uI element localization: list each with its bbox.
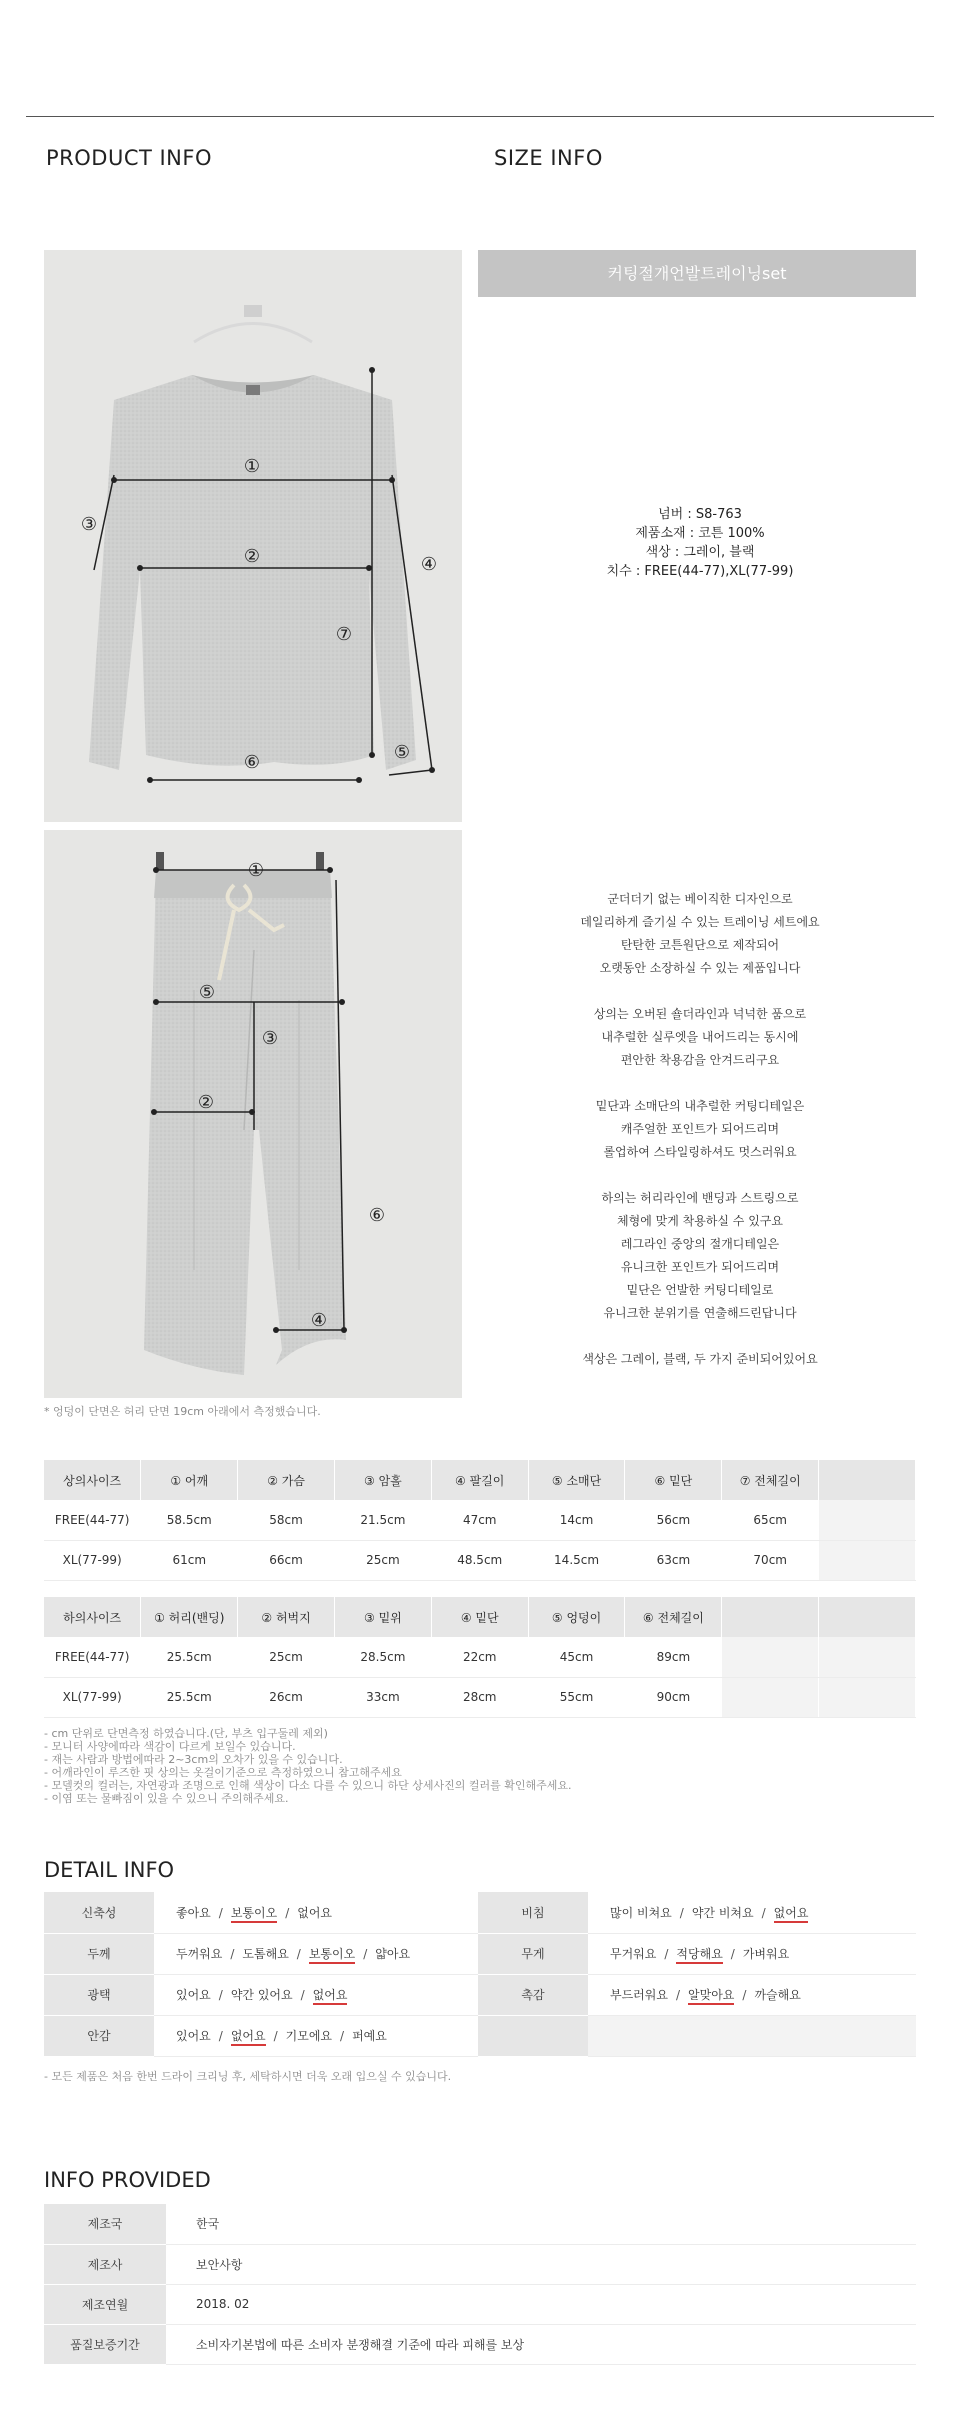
table-header: ① 허리(밴딩)	[141, 1597, 238, 1637]
table-cell: 25.5cm	[141, 1677, 238, 1717]
desc-line: 캐주얼한 포인트가 되어드리며	[620, 1122, 780, 1136]
size-title-bar: 커팅절개언발트레이닝set	[478, 250, 916, 297]
pants-label-6: ⑥	[368, 1205, 386, 1226]
product-info-title: PRODUCT INFO	[46, 146, 213, 170]
provided-key: 제조국	[44, 2204, 166, 2244]
top-label-3: ③	[80, 514, 98, 535]
measure-note: * 엉덩이 단면은 허리 단면 19cm 아래에서 측정했습니다.	[44, 1405, 321, 1418]
table-cell: 55cm	[528, 1677, 625, 1717]
detail-option: 두꺼워요	[176, 1947, 223, 1961]
separator: /	[218, 2029, 223, 2043]
desc-line: 밑단과 소매단의 내추럴한 커팅디테일은	[595, 1099, 805, 1113]
top-label-5: ⑤	[393, 742, 411, 763]
table-row	[44, 1637, 916, 1677]
top-label-4: ④	[420, 554, 438, 575]
desc-paragraph-1	[520, 888, 880, 980]
detail-options	[588, 1974, 916, 2015]
table-cell: 90cm	[625, 1677, 722, 1717]
table-header: ② 허벅지	[238, 1597, 335, 1637]
separator: /	[296, 1947, 301, 1961]
detail-option: 부드러워요	[610, 1988, 668, 2002]
detail-options	[154, 1974, 478, 2015]
provided-value: 한국	[166, 2204, 916, 2244]
top-label-6: ⑥	[243, 752, 261, 773]
provided-value: 소비자기본법에 따른 소비자 분쟁해결 기준에 따라 피해를 보상	[166, 2324, 916, 2364]
detail-option: 무거워요	[610, 1947, 657, 1961]
top-divider	[26, 116, 934, 117]
separator: /	[273, 2029, 278, 2043]
size-note: - 모델컷의 컬러는, 자연광과 조명으로 인해 색상이 다소 다를 수 있으니 하단 상세사진의 컬러를 확인해주세요.	[44, 1779, 572, 1792]
table-cell: XL(77-99)	[44, 1677, 141, 1717]
detail-option: 있어요	[176, 2029, 211, 2043]
detail-options	[154, 2015, 478, 2056]
table-cell	[819, 1677, 916, 1717]
pants-label-3: ③	[261, 1028, 279, 1049]
size-notes	[44, 1727, 571, 1805]
table-header: ④ 팔길이	[431, 1460, 528, 1500]
table-row	[44, 1677, 916, 1717]
size-note: - 이염 또는 물빠짐이 있을 수 있으니 주의해주세요.	[44, 1792, 289, 1805]
table-row	[44, 2284, 916, 2324]
detail-key: 광택	[44, 1974, 154, 2015]
table-row	[44, 2324, 916, 2364]
detail-key: 안감	[44, 2015, 154, 2056]
detail-option: 얇아요	[375, 1947, 411, 1961]
table-cell: XL(77-99)	[44, 1540, 141, 1580]
desc-line: 레그라인 중앙의 절개디테일은	[620, 1237, 780, 1251]
table-cell: 63cm	[625, 1540, 722, 1580]
size-info-title: SIZE INFO	[494, 146, 603, 170]
detail-option: 퍼예요	[352, 2029, 387, 2043]
desc-line: 롤업하여 스타일링하셔도 멋스러워요	[603, 1145, 797, 1159]
desc-line: 체형에 맞게 착용하실 수 있구요	[617, 1214, 783, 1228]
separator: /	[761, 1905, 766, 1920]
size-note: - cm 단위로 단면측정 하였습니다.(단, 부츠 입구둘레 제외)	[44, 1727, 328, 1740]
spec-size: 치수 : FREE(44-77),XL(77-99)	[606, 564, 794, 579]
table-header: ② 가슴	[238, 1460, 335, 1500]
table-cell	[819, 1500, 916, 1540]
table-cell: 47cm	[431, 1500, 528, 1540]
desc-line: 내추럴한 실루엣을 내어드리는 동시에	[601, 1030, 799, 1044]
detail-row	[44, 1933, 916, 1974]
table-cell: 28cm	[431, 1677, 528, 1717]
table-cell	[819, 1540, 916, 1580]
provided-key: 제조사	[44, 2244, 166, 2284]
table-cell	[819, 1637, 916, 1677]
detail-option: 좋아요	[176, 1905, 211, 1920]
size-note: - 재는 사람과 방법에따라 2~3cm의 오차가 있을 수 있습니다.	[44, 1753, 343, 1766]
table-header	[819, 1597, 916, 1637]
spec-number: 넘버 : S8-763	[658, 507, 742, 522]
table-cell	[722, 1677, 819, 1717]
detail-option: 도톰해요	[242, 1947, 289, 1961]
detail-info-title: DETAIL INFO	[44, 1858, 175, 1882]
table-cell: 14.5cm	[528, 1540, 625, 1580]
detail-row	[44, 1974, 916, 2015]
separator: /	[679, 1905, 684, 1920]
spec-material: 제품소재 : 코튼 100%	[635, 526, 765, 541]
detail-option: 약간 비쳐요	[691, 1905, 754, 1920]
detail-option: 가벼워요	[742, 1947, 790, 1961]
detail-option: 많이 비쳐요	[610, 1905, 672, 1920]
desc-line: 유니크한 포인트가 되어드리며	[620, 1260, 780, 1274]
table-header: ⑦ 전체길이	[722, 1460, 819, 1500]
pants-label-5: ⑤	[198, 982, 216, 1003]
table-cell: 21.5cm	[334, 1500, 431, 1540]
table-header: ⑤ 엉덩이	[528, 1597, 625, 1637]
table-header: 상의사이즈	[44, 1460, 141, 1500]
table-cell: 58.5cm	[141, 1500, 238, 1540]
separator: /	[230, 1947, 235, 1961]
separator: /	[664, 1947, 669, 1961]
table-header: ④ 밑단	[431, 1597, 528, 1637]
detail-option: 까슬해요	[754, 1988, 801, 2002]
separator: /	[300, 1988, 305, 2002]
provided-value: 보안사항	[166, 2244, 916, 2284]
detail-option-selected: 보통이오	[231, 1906, 277, 1923]
size-note: - 어깨라인이 루즈한 핏 상의는 옷걸이기준으로 측정하였으니 참고해주세요	[44, 1766, 402, 1779]
table-cell: 33cm	[334, 1677, 431, 1717]
detail-row	[44, 2015, 916, 2056]
desc-paragraph-5	[520, 1348, 880, 1371]
table-header: ① 어깨	[141, 1460, 238, 1500]
detail-option-selected: 보통이오	[309, 1947, 355, 1964]
table-cell: 58cm	[238, 1500, 335, 1540]
table-header: 하의사이즈	[44, 1597, 141, 1637]
pants-measure-diagram	[44, 830, 462, 1398]
desc-line: 하의는 허리라인에 밴딩과 스트링으로	[601, 1191, 799, 1205]
top-measure-diagram	[44, 250, 462, 822]
top-label-2: ②	[243, 546, 261, 567]
table-cell: 45cm	[528, 1637, 625, 1677]
desc-paragraph-4	[520, 1187, 880, 1325]
table-cell: 56cm	[625, 1500, 722, 1540]
separator: /	[742, 1988, 747, 2002]
table-cell: 65cm	[722, 1500, 819, 1540]
desc-line: 유니크한 분위기를 연출해드린답니다	[603, 1306, 797, 1320]
table-header	[819, 1460, 916, 1500]
detail-options	[154, 1933, 478, 1974]
table-cell: 25cm	[334, 1540, 431, 1580]
top-size-header-row	[44, 1460, 916, 1500]
detail-options	[588, 1892, 916, 1933]
detail-option-selected: 없어요	[231, 2029, 266, 2046]
detail-option: 기모에요	[285, 2029, 333, 2043]
pants-label-2: ②	[197, 1092, 215, 1113]
desc-line: 색상은 그레이, 블랙, 두 가지 준비되어있어요	[582, 1352, 818, 1366]
provided-key: 품질보증기간	[44, 2324, 166, 2364]
bottom-size-header-row	[44, 1597, 916, 1637]
detail-key	[478, 2015, 588, 2056]
table-row	[44, 2244, 916, 2284]
table-header: ③ 암홀	[334, 1460, 431, 1500]
table-row	[44, 1540, 916, 1580]
table-cell: FREE(44-77)	[44, 1500, 141, 1540]
detail-key: 두께	[44, 1933, 154, 1974]
separator: /	[675, 1988, 681, 2002]
separator: /	[218, 1905, 223, 1920]
detail-info-table	[44, 1892, 916, 2057]
bottom-size-table	[44, 1597, 916, 1718]
separator: /	[285, 1905, 290, 1920]
pants-image	[44, 830, 462, 1398]
desc-line: 군더더기 없는 베이직한 디자인으로	[607, 892, 793, 906]
table-header: ③ 밑위	[334, 1597, 431, 1637]
detail-option: 없어요	[297, 1905, 333, 1920]
top-label-1: ①	[243, 456, 261, 477]
detail-option-selected: 적당해요	[676, 1947, 722, 1964]
detail-key: 무게	[478, 1933, 588, 1974]
desc-line: 오랫동안 소장하실 수 있는 제품입니다	[599, 961, 801, 975]
desc-line: 탄탄한 코튼원단으로 제작되어	[620, 938, 780, 952]
top-garment-image	[44, 250, 462, 822]
separator: /	[218, 1988, 223, 2002]
table-cell: 14cm	[528, 1500, 625, 1540]
table-cell: 25cm	[238, 1637, 335, 1677]
size-note: - 모니터 사양에따라 색감이 다르게 보일수 있습니다.	[44, 1740, 296, 1753]
table-cell: 25.5cm	[141, 1637, 238, 1677]
detail-options	[588, 1933, 916, 1974]
spec-block	[560, 505, 840, 581]
spec-color: 색상 : 그레이, 블랙	[645, 545, 755, 560]
provided-key: 제조연월	[44, 2284, 166, 2324]
table-header: ⑥ 밑단	[625, 1460, 722, 1500]
detail-option: 약간 있어요	[230, 1988, 293, 2002]
desc-paragraph-2	[520, 1003, 880, 1072]
detail-key: 비침	[478, 1892, 588, 1933]
pants-label-1: ①	[247, 860, 265, 881]
table-cell: FREE(44-77)	[44, 1637, 141, 1677]
detail-options	[154, 1892, 478, 1933]
provided-value: 2018. 02	[166, 2284, 916, 2324]
table-header: ⑤ 소매단	[528, 1460, 625, 1500]
desc-paragraph-3	[520, 1095, 880, 1164]
detail-option-selected: 없어요	[313, 1988, 348, 2005]
table-cell: 70cm	[722, 1540, 819, 1580]
pants-label-4: ④	[310, 1310, 328, 1331]
table-cell: 61cm	[141, 1540, 238, 1580]
table-cell	[722, 1637, 819, 1677]
detail-option: 있어요	[176, 1988, 211, 2002]
table-row	[44, 2204, 916, 2244]
desc-line: 밑단은 언발한 커팅디테일로	[626, 1283, 774, 1297]
separator: /	[363, 1947, 368, 1961]
table-cell: 89cm	[625, 1637, 722, 1677]
detail-key: 신축성	[44, 1892, 154, 1933]
table-row	[44, 1500, 916, 1540]
detail-options	[588, 2015, 916, 2056]
desc-line: 데일리하게 즐기실 수 있는 트레이닝 세트에요	[580, 915, 820, 929]
table-cell: 48.5cm	[431, 1540, 528, 1580]
separator: /	[340, 2029, 345, 2043]
separator: /	[730, 1947, 735, 1961]
detail-option-selected: 알맞아요	[688, 1988, 734, 2005]
detail-option-selected: 없어요	[774, 1906, 809, 1923]
table-cell: 26cm	[238, 1677, 335, 1717]
info-provided-title: INFO PROVIDED	[44, 2168, 211, 2192]
care-note: - 모든 제품은 처음 한번 드라이 크리닝 후, 세탁하시면 더욱 오래 입으실 수 있습니다.	[44, 2070, 452, 2083]
table-cell: 28.5cm	[334, 1637, 431, 1677]
top-size-table	[44, 1460, 916, 1581]
detail-row	[44, 1892, 916, 1933]
table-header	[722, 1597, 819, 1637]
top-label-7: ⑦	[335, 624, 353, 645]
desc-line: 상의는 오버된 숄더라인과 넉넉한 품으로	[593, 1007, 807, 1021]
table-cell: 22cm	[431, 1637, 528, 1677]
product-description	[520, 888, 880, 1394]
table-cell: 66cm	[238, 1540, 335, 1580]
table-header: ⑥ 전체길이	[625, 1597, 722, 1637]
info-provided-table	[44, 2204, 916, 2365]
detail-key: 촉감	[478, 1974, 588, 2015]
desc-line: 편안한 착용감을 안겨드리구요	[620, 1053, 780, 1067]
